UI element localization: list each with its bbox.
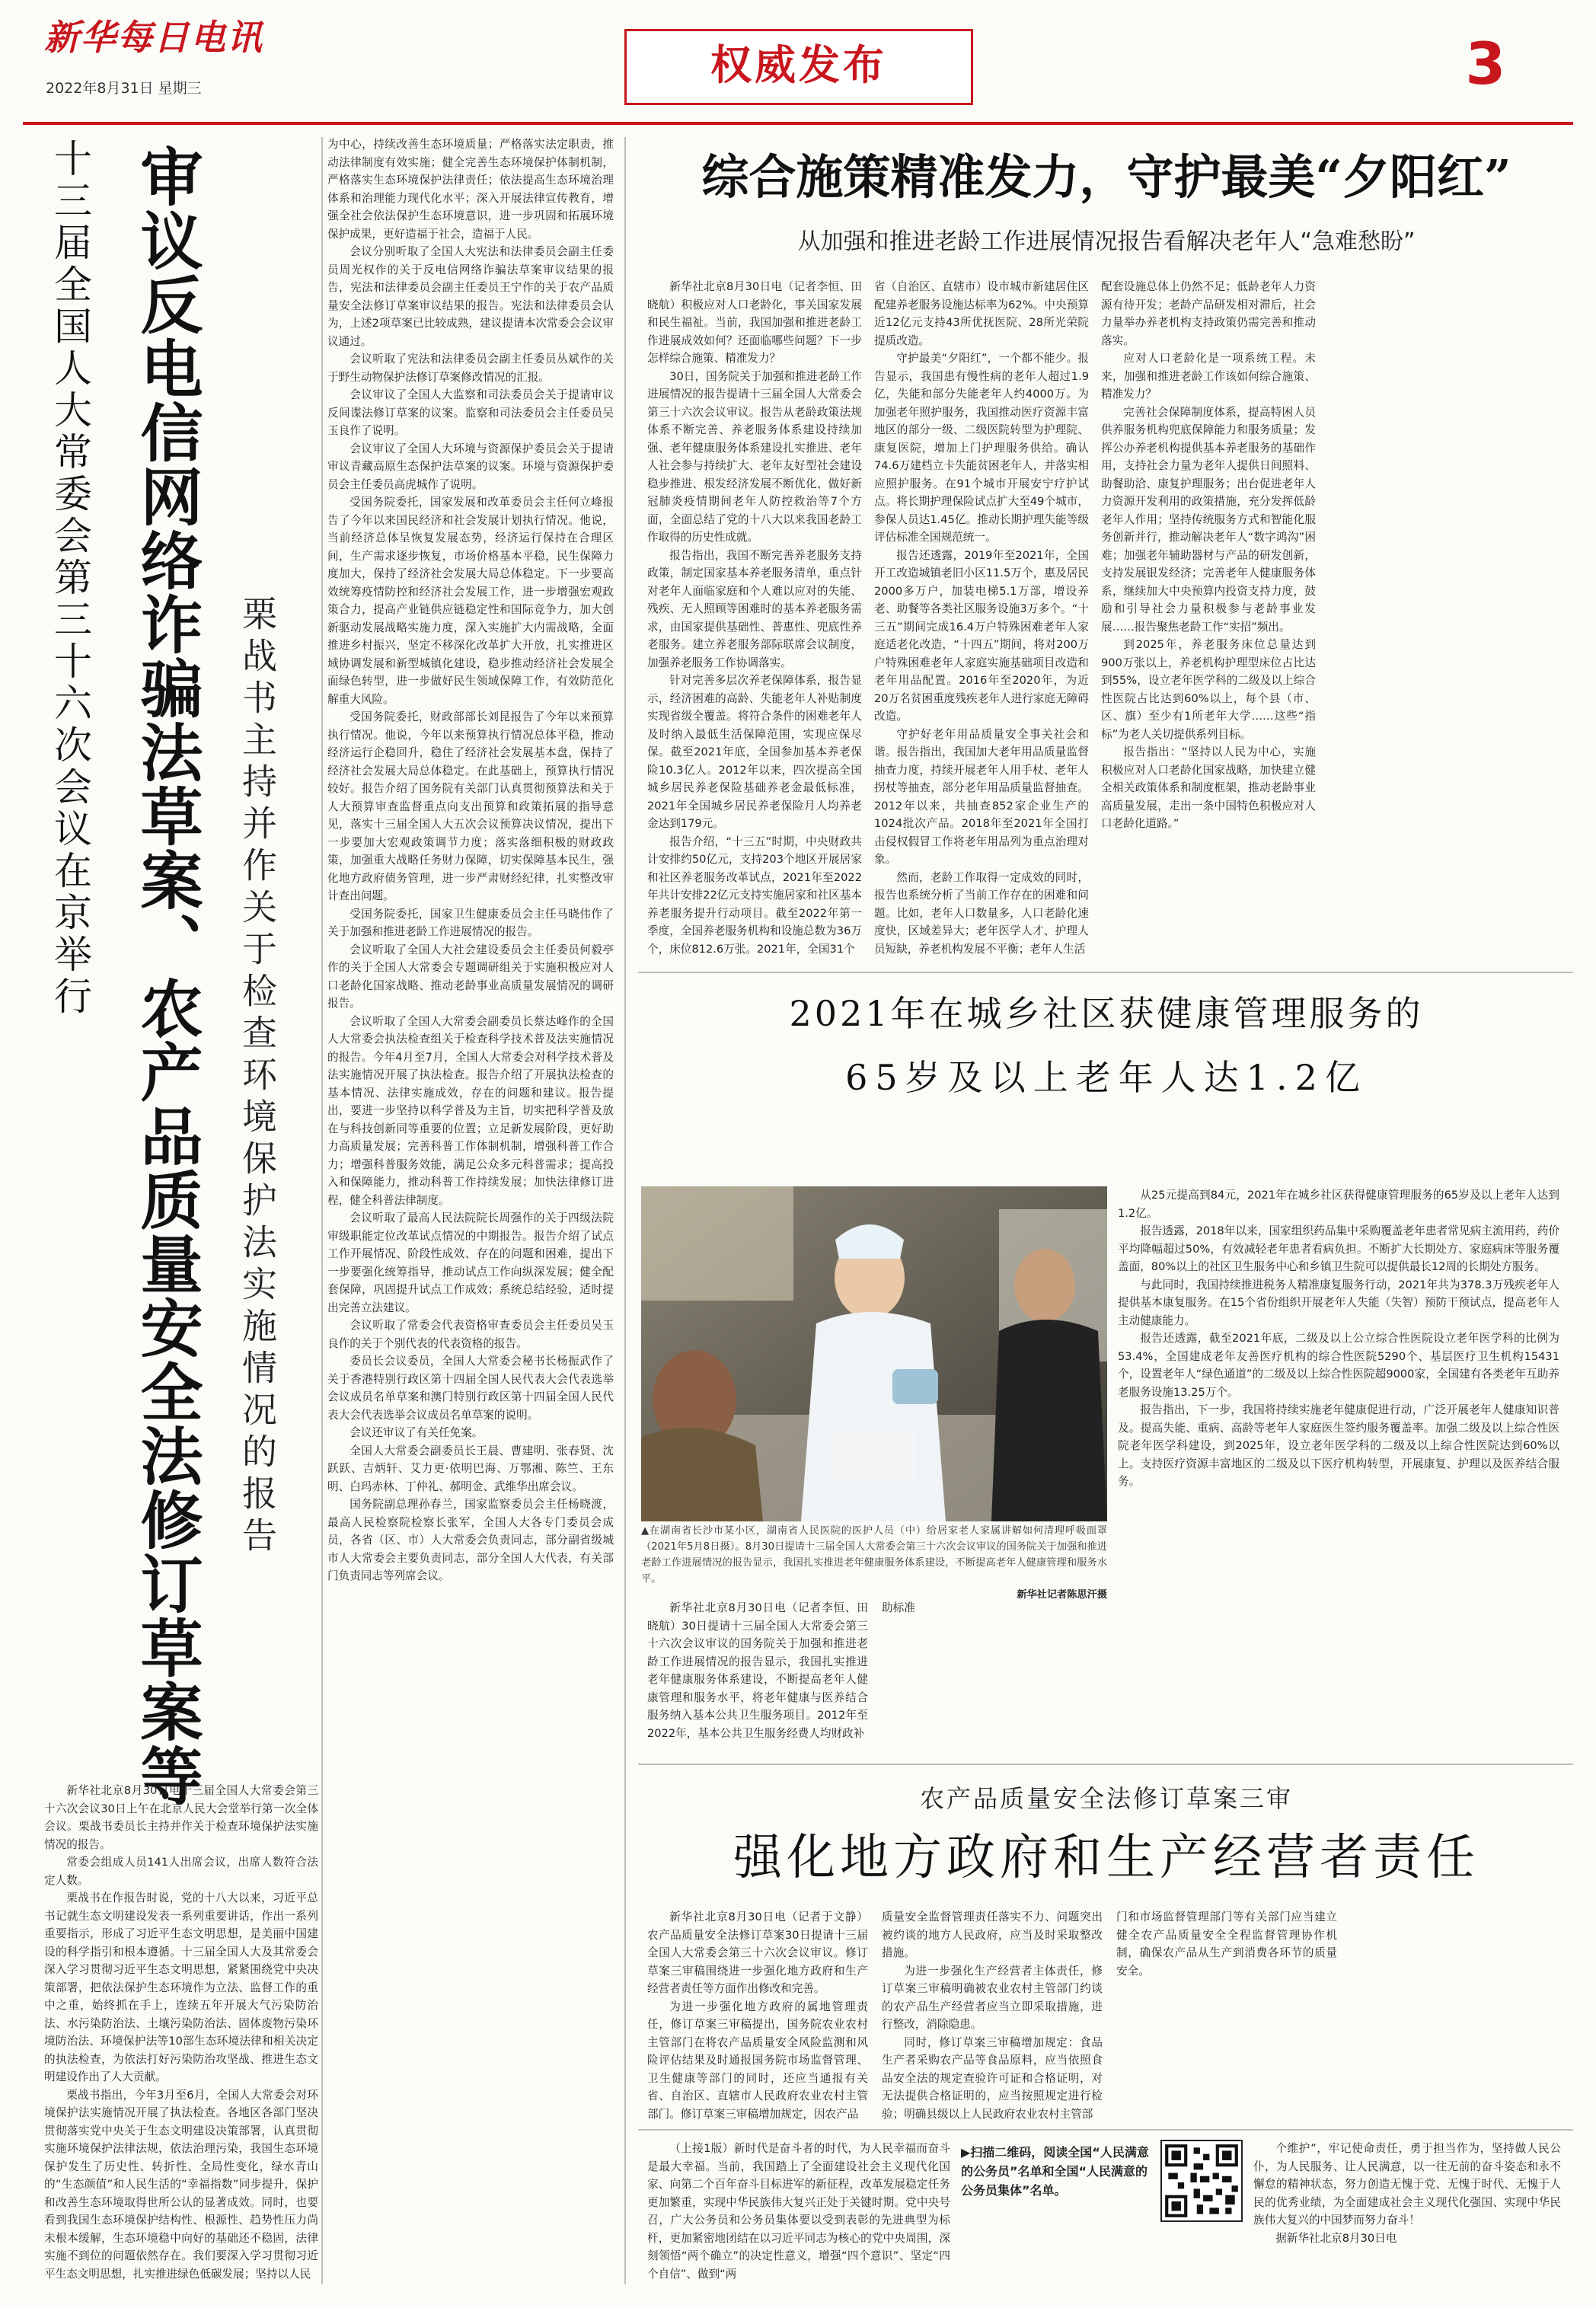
photo-medical-visit-icon — [641, 1186, 1107, 1521]
article3-photo — [641, 1186, 1107, 1521]
body-paragraph: 报告指出：“坚持以人民为中心，实施积极应对人口老龄化国家战略，加快建立健全相关政策体系和制度框架，推动老龄事业高质量发展，走出一条中国特色积极应对人口老龄化道路。” — [1101, 745, 1316, 830]
body-paragraph: 全国人大常委会副委员长王晨、曹建明、张春贤、沈跃跃、吉炳轩、艾力更·依明巴海、万鄂湘、陈竺、王东明、白玛赤林、丁仲礼、郝明金、武维华出席会议。 — [327, 1444, 614, 1493]
body-paragraph: 质量安全监督管理责任落实不力、问题突出被约谈的地方人民政府，应当及时采取整改措施。 — [882, 1911, 1103, 1959]
body-paragraph: 报告指出，下一步，我国将持续实施老年健康促进行动，广泛开展老年人健康知识普及。提高失能、重病、高龄等老年人家庭医生签约服务覆盖率。加强二级及以上综合性医院老年医学科建设，到2025年，设立老年医学科的二级及以上综合性医院达到60%以上。支持医疗资源丰富地区的二级及以下医疗机构转型，开展康复、护理以及医养结合服务。 — [1118, 1403, 1559, 1488]
body-paragraph: 个维护”，牢记使命责任，勇于担当作为，坚持做人民公仆，为人民服务、让人民满意，以一往无前的奋斗姿态和永不懈怠的精神状态，努力创造无愧于党、无愧于时代、无愧于人民的优秀业绩，为全面建成社会主义现代化强国、实现中华民族伟大复兴的中国梦而努力奋斗！ — [1253, 2142, 1561, 2227]
body-paragraph: （上接1版）新时代是奋斗者的时代，为人民幸福而奋斗是最大幸福。当前，我国踏上了全面建设社会主义现代化国家、向第二个百年奋斗目标进军的新征程，改革发展稳定任务更加繁重，实现中华民族伟大复兴正处于关键时期。党中央号召，广大公务员和公务员集体要以受到表彰的先进典型为标杆，更加紧密地团结在以习近平同志为核心的党中央周围，深刻领悟“两个确立”的决定性意义，增强“四个意识”、坚定“四个自信”、做到“两 — [647, 2142, 950, 2281]
qr-caption: ▶扫描二维码，阅读全国“人民满意的公务员”名单和全国“人民满意的公务员集体”名单。 — [961, 2145, 1149, 2198]
body-paragraph: 助标准 — [882, 1601, 915, 1614]
body-paragraph: 完善社会保障制度体系，提高特困人员供养服务机构兜底保障能力和服务质量；发挥公办养老机构提供基本养老服务的基础作用，支持社会力量为老年人提供日间照料、助餐助洽、康复护理服务；出台促进老年人力资源开发利用的政策措施，充分发挥低龄老年人作用；坚持传统服务方式和智能化服务创新并行，推动解决老年人“数字鸿沟”困难；加强老年辅助器材与产品的研发创新，支持发展银发经济；完善老年人健康服务体系，继续加大中央预算内投资支持力度，鼓励和引导社会力量积极参与老龄事业发展……报告聚焦老龄工作“实招”频出。 — [1101, 405, 1316, 634]
body-paragraph: 报告指出，我国不断完善养老服务支持政策，制定国家基本养老服务清单，重点针对老年人面临家庭和个人难以应对的失能、残疾、无人照顾等困难时的基本养老服务需求，由国家提供基础性、普惠性、兜底性养老服务。建立养老服务部际联席会议制度，加强养老服务工作协调落实。 — [647, 548, 862, 669]
body-paragraph: 与此同时，我国持续推进税务人精准康复服务行动，2021年共为378.3万残疾老年人提供基本康复服务。在15个省份组织开展老年人失能（失智）预防干预试点，提高老年人主动健康能力。 — [1118, 1278, 1559, 1327]
body-paragraph: 会议审议了全国人大监察和司法委员会关于提请审议反间谍法修订草案的议案。监察和司法委员会主任委员吴玉良作了说明。 — [327, 388, 614, 437]
body-paragraph: 会议分别听取了全国人大宪法和法律委员会副主任委员周光权作的关于反电信网络诈骗法草案审议结果的报告，宪法和法律委员会副主任委员王宁作的关于农产品质量安全法修订草案审议结果的报告。宪法和法律委员会认为，上述2项草案已比较成熟，建议提请本次常委会会议审议通过。 — [327, 245, 614, 348]
article4-bottom-rule — [638, 2129, 1573, 2131]
page-number: 3 — [1465, 30, 1506, 97]
body-paragraph: 新华社北京8月30日电（记者于文静）农产品质量安全法修订草案30日提请十三届全国人大常委会第三十六次会议审议。修订草案三审稿围绕进一步强化地方政府和生产经营者责任等方面作出修改和完善。 — [647, 1911, 868, 1995]
body-paragraph: 门和市场监督管理部门等有关部门应当建立健全农产品质量安全全程监督管理协作机制，确保农产品从生产到消费各环节的质量安全。 — [1116, 1911, 1337, 1978]
column-divider-1 — [321, 137, 323, 2284]
masthead-date: 2022年8月31日 星期三 — [46, 80, 202, 97]
body-paragraph: 会议审议了全国人大环境与资源保护委员会关于提请审议青藏高原生态保护法草案的议案。环境与资源保护委员会主任委员高虎城作了说明。 — [327, 442, 614, 491]
article2-column-4 — [1328, 278, 1559, 963]
body-paragraph: 国务院副总理孙春兰，国家监察委员会主任杨晓渡，最高人民检察院检察长张军，全国人大各专门委员会成员，各省（区、市）人大常委会负责同志，部分副省级城市人大常委会主要负责同志，部分全国人大代表，有关部门负责同志等列席会议。 — [327, 1498, 614, 1582]
body-paragraph: 受国务院委托，国家卫生健康委员会主任马晓伟作了关于加强和推进老龄工作进展情况的报告。 — [327, 907, 614, 938]
article3-left-column-2 — [882, 1599, 1107, 1751]
article2-subhead: 从加强和推进老龄工作进展情况报告看解决老年人“急难愁盼” — [797, 228, 1416, 255]
article4-kicker: 农产品质量安全法修订草案三审 — [919, 1784, 1293, 1813]
body-paragraph: 守护最美“夕阳红”，一个都不能少。报告显示，我国患有慢性病的老年人超过1.9亿，失能和部分失能老年人约4000万。为加强老年照护服务，我国推动医疗资源丰富地区的部分一级、二级医院转型为护理院、康复医院，增加上门护理服务供给。确认74.6万建档立卡失能贫困老年人，并落实相应照护服务。在91个城市开展安宁疗护试点。将长期护理保险试点扩大至49个城市，参保人员达1.45亿。推动长期护理失能等级评估标准全国规范统一。 — [874, 352, 1089, 544]
body-paragraph: 受国务院委托，国家发展和改革委员会主任何立峰报告了今年以来国民经济和社会发展计划执行情况。他说，当前经济总体呈恢复发展态势，经济运行保持在合理区间，生产需求逐步恢复，市场价格基本平稳，民生保障力度加大，保持了经济社会发展大局总体稳定。下一步要高效统筹疫情防控和经济社会发展工作，进一步增强宏观政策合力，提高产业链供应链稳定性和国际竞争力，加大创新驱动发展战略实施力度，深入实施扩大内需战略，全面推进乡村振兴，坚定不移深化改革扩大开放，扎实推进区域协调发展和新型城镇化建设，稳步推动经济社会发展全面绿色转型，进一步做好民生领域保障工作，有效防范化解重大风险。 — [327, 496, 614, 706]
body-paragraph-split: 同时，修订草案三审稿增加规定：食品生产者采购农产品等食品原料，应当依照食品安全法的规定查验许可证和合格证明，对无法提供合格证明的，应当按照规定进行检验；明确县级以上人民政府农业农村主管部 — [882, 2035, 1103, 2121]
body-paragraph: 新华社北京8月30日电十三届全国人大常委会第三十六次会议30日上午在北京人民大会堂举行第一次全体会议。栗战书委员长主持并作关于检查环境保护法实施情况的报告。 — [44, 1784, 318, 1851]
qr-code-icon[interactable] — [1160, 2140, 1243, 2222]
qr-code-graphic — [1162, 2141, 1241, 2220]
body-paragraph: 为进一步强化生产经营者主体责任，修订草案三审稿明确被农业农村主管部门约谈的农产品生产经营者应当立即采取措施，进行整改，消除隐患。 — [882, 1964, 1103, 2031]
body-paragraph: 会议听取了最高人民法院院长周强作的关于四级法院审级职能定位改革试点情况的中期报告。报告介绍了试点工作开展情况、阶段性成效、存在的问题和困难，提出下一步要强化统筹指导，推动试点工作向纵深发展；健全配套保障，巩固提升试点工作成效；系统总结经验，适时提出完善立法建议。 — [327, 1211, 614, 1314]
body-paragraph-split: 栗战书指出，今年3月至6月，全国人大常委会对环境保护法实施情况开展了执法检查。各地区各部门坚决贯彻落实党中央关于生态文明建设决策部署，认真贯彻实施环境保护法律法规，依法治理污染，我国生态环境保护发生了历史性、转折性、全局性变化，绿水青山的“生态颜值”和人民生活的“幸福指数”同步提升，保护和改善生态环境取得世所公认的显著成效。同时，也要看到我国生态环境保护结构性、根源性、趋势性压力尚未根本缓解，生态环境稳中向好的基础还不稳固，法律实施不到位的问题依然存在。我们要深入学习贯彻习近平生态文明思想，扎实推进绿色低碳发展；坚持以人民 — [44, 2088, 318, 2281]
article3-bottom-rule — [638, 1764, 1573, 1765]
article4-headline: 强化地方政府和生产经营者责任 — [733, 1830, 1479, 1886]
body-paragraph: 报告透露，2018年以来，国家组织药品集中采购覆盖老年患者常见病主流用药，药价平均降幅超过50%，有效减轻老年患者看病负担。不断扩大长期处方、家庭病床等服务覆盖面，80%以上的社区卫生服务中心和乡镇卫生院可以提供最长12周的长期处方服务。 — [1118, 1224, 1559, 1273]
article1-subhead: 栗战书主持并作关于检查环境保护法实施情况的报告 — [237, 595, 278, 1559]
article1-column-2 — [327, 136, 614, 2288]
body-paragraph: 栗战书在作报告时说，党的十八大以来，习近平总书记就生态文明建设发表一系列重要讲话，作出一系列重要指示，形成了习近平生态文明思想，是美丽中国建设的科学指引和根本遵循。十三届全国人大及其常委会深入学习贯彻习近平生态文明思想，紧紧围绕党中央决策部署，把依法保护生态环境作为立法、监督工作的重中之重，始终抓在手上，连续五年开展大气污染防治法、水污染防治法、土壤污染防治法、固体废物污染环境防治法、环境保护法等10部生态环境法律和相关决定的执法检查，为依法打好污染防治攻坚战、推进生态文明建设作出了人大贡献。 — [44, 1891, 318, 2083]
article4-column-4 — [1351, 1908, 1561, 2123]
column-divider-2 — [624, 137, 626, 2284]
continuation-right-column — [1253, 2140, 1561, 2300]
article2-column-1 — [647, 278, 862, 963]
body-paragraph: 会议听取了宪法和法律委员会副主任委员丛斌作的关于野生动物保护法修订草案修改情况的汇报。 — [327, 353, 614, 384]
article3-headline-line1: 2021年在城乡社区获健康管理服务的 — [789, 993, 1424, 1034]
article1-column-1 — [44, 1782, 318, 2288]
article1-headline: 审议反电信网络诈骗法草案、农产品质量安全法修订草案等 — [130, 145, 203, 1808]
article2-headline: 综合施策精准发力，守护最美“夕阳红” — [701, 149, 1511, 205]
body-paragraph: 应对人口老龄化是一项系统工程。未来，加强和推进老龄工作该如何综合施策、精准发力？ — [1101, 352, 1316, 401]
body-paragraph-split: 报告介绍，“十三五”时期，中央财政共计安排约50亿元，支持203个地区开展居家和社区养老服务改革试点，2021年至2022年共计安排22亿元支持实施居家和社区基本养老服务提升行动项目。截至2022年第一季度，全国养老服务机构和设施总数为36万个，床位812.6万张。2021年，全国31个 — [647, 835, 862, 956]
photo-caption: ▲在湖南省长沙市某小区，湖南省人民医院的医护人员（中）给居家老人家属讲解如何清理呼吸面罩（2021年5月8日摄）。8月30日提请十三届全国人大常委会第三十六次会议审议的国务院关于加强和推进老龄工作进展情况的报告显示，我国扎实推进老年健康服务体系建设，不断提高老年人健康管理和服务水平。 — [641, 1525, 1107, 1585]
body-paragraph: 30日，国务院关于加强和推进老龄工作进展情况的报告提请十三届全国人大常委会第三十六次会议审议。报告从老龄政策法规体系不断完善、养老服务体系建设持续加强、老年健康服务体系建设扎实推进、老年人社会参与持续扩大、老年友好型社会建设稳步推进、根发经济发展不断优化、做好新冠肺炎疫情期间老年人防控救治等7个方面，全面总结了党的十八大以来我国老龄工作取得的历史性成就。 — [647, 369, 862, 544]
article2-bottom-rule — [638, 972, 1573, 973]
article3-headline-line2: 65岁及以上老年人达1.2亿 — [845, 1057, 1368, 1098]
masthead-logo: 新华每日电讯 — [44, 17, 263, 58]
body-paragraph: 会议听取了全国人大社会建设委员会主任委员何毅亭作的关于全国人大常委会专题调研组关于实施积极应对人口老龄化国家战略、推动老龄事业高质量发展情况的调研报告。 — [327, 943, 614, 1010]
body-paragraph: 会议还审议了有关任免案。 — [350, 1426, 484, 1439]
masthead-rule — [23, 122, 1573, 125]
body-paragraph: 省（自治区、直辖市）设市城市新建居住区配建养老服务设施达标率为62%。中央预算近12亿元支持43所优抚医院、28所光荣院提质改造。 — [874, 280, 1089, 347]
body-paragraph: 配套设施总体上仍然不足；低龄老年人力资源有待开发；老龄产品研发相对滞后，社会力量举办养老机构支持政策仍需完善和推动落实。 — [1101, 280, 1316, 347]
article3-left-column-1 — [647, 1599, 868, 1751]
body-paragraph-split: 为进一步强化地方政府的属地管理责任，修订草案三审稿提出，国务院农业农村主管部门在将农产品质量安全风险监测和风险评估结果及时通报国务院市场监督管理、卫生健康等部门的同时，还应当通报有关省、自治区、直辖市人民政府农业农村主管部门。修订草案三审稿增加规定，因农产品 — [647, 2000, 868, 2121]
body-paragraph: 会议听取了全国人大常委会副委员长蔡达峰作的全国人大常委会执法检查组关于检查科学技术普及法实施情况的报告。今年4月至7月，全国人大常委会对科学技术普及法实施情况开展了执法检查。报告介绍了开展执法检查的基本情况、法律实施成效，存在的问题和建议。报告提出，要进一步坚持以科学普及为主旨，切实把科学普及放在与科技创新同等重要的位置；立足新发展阶段，更好助力高质量发展；完善科普工作体制机制，增强科普工作合力；增强科普服务效能，满足公众多元科普需求；提高投入和保障能力，推动科普工作持续发展；加快法律修订进程，健全科普法律制度。 — [327, 1014, 614, 1207]
section-title: 权威发布 — [710, 41, 887, 89]
body-paragraph: 常委会组成人员141人出席会议，出席人数符合法定人数。 — [44, 1856, 318, 1887]
body-paragraph: 从25元提高到84元，2021年在城乡社区获得健康管理服务的65岁及以上老年人达到1.2亿。 — [1118, 1189, 1559, 1220]
body-paragraph: 为中心，持续改善生态环境质量；严格落实法定职责，推动法律制度有效实施；健全完善生态环境保护体制机制，严格落实生态环境保护法律责任；依法提高生态环境治理体系和治理能力现代化水平；深入开展法律宣传教育，增强全社会依法保护生态环境意识，进一步巩固和拓展环境保护成果，更好造福于社会，造福于人民。 — [327, 138, 614, 241]
body-paragraph: 据新华社北京8月30日电 — [1275, 2231, 1397, 2245]
article4-column-2 — [882, 1908, 1103, 2123]
body-paragraph-split: 新华社北京8月30日电（记者李恒、田晓航）30日提请十三届全国人大常委会第三十六次会议审议的国务院关于加强和推进老龄工作进展情况的报告显示，我国扎实推进老年健康服务体系建设，不断提高老年人健康管理和服务水平，将老年健康与医养结合服务纳入基本公共卫生服务项目。2012年至2022年，基本公共卫生服务经费人均财政补 — [647, 1601, 868, 1740]
body-paragraph: 报告还透露，截至2021年底，二级及以上公立综合性医院设立老年医学科的比例为53.4%，全国建成老年友善医疗机构的综合性医院5290个、基层医疗卫生机构15431个，设置老年人“绿色通道”的二级及以上综合性医院超9000家，全国建有各类老年互助养老服务设施13.25万个。 — [1118, 1332, 1559, 1399]
body-paragraph: 受国务院委托，财政部部长刘昆报告了今年以来预算执行情况。他说，今年以来预算执行情况总体平稳，推动经济运行企稳回升，稳住了经济社会发展基本盘，保持了经济社会发展大局总体稳定。在此基础上，预算执行情况较好。报告介绍了国务院有关部门认真贯彻预算法和关于人大预算审查监督重点向支出预算和政策拓展的指导意见，落实十三届全国人大五次会议预算决议情况，提出下一步要加大宏观政策调节力度；落实落细积极的财政政策，加强重大战略任务财力保障，切实保障基本民生，强化地方政府债务管理，进一步严肃财经纪律，扎实整改审计查出问题。 — [327, 710, 614, 902]
article4-column-3 — [1116, 1908, 1337, 2123]
article4-column-1 — [647, 1908, 868, 2123]
continuation-left-column — [647, 2140, 950, 2300]
body-paragraph-split: 然而，老龄工作取得一定成效的同时，报告也系统分析了当前工作存在的困难和问题。比如，老年人口数量多，人口老龄化速度快，区域差异大；老年医学人才、护理人员短缺，养老机构发展不平衡；老年人生活 — [874, 870, 1089, 956]
body-paragraph: 针对完善多层次养老保障体系，报告显示，经济困难的高龄、失能老年人补贴制度实现省级全覆盖。将符合条件的困难老年人及时纳入最低生活保障范围，实现应保尽保。截至2021年底，全国参加基本养老保险10.3亿人。2012年以来，四次提高全国城乡居民养老保险基础养老金最低标准，2021年全国城乡居民养老保险月人均养老金达到179元。 — [647, 674, 862, 830]
article2-column-3 — [1101, 278, 1316, 963]
body-paragraph: 到2025年，养老服务床位总量达到900万张以上，养老机构护理型床位占比达到55%，设立老年医学科的二级及以上综合性医院占比达到60%以上，每个县（市、区、旗）至少有1所老年大学……这些“指标”为老人关切提供系列目标。 — [1101, 638, 1316, 741]
body-paragraph: 守护好老年用品质量安全事关社会和谐。报告指出，我国加大老年用品质量监督抽查力度，持续开展老年人用手杖、老年人拐杖等抽查，部分老年用品质量监督抽查。2012年以来，共抽查852家企业生产的1024批次产品。2018年至2021年全国打击侵权假冒工作将老年用品列为重点治理对象。 — [874, 727, 1089, 866]
body-paragraph: 会议听取了常委会代表资格审查委员会主任委员吴玉良作的关于个别代表的代表资格的报告。 — [327, 1319, 614, 1350]
body-paragraph: 新华社北京8月30日电（记者李恒、田晓航）积极应对人口老龄化，事关国家发展和民生福祉。当前，我国加强和推进老龄工作进展成效如何？还面临哪些问题？下一步怎样综合施策、精准发力？ — [647, 280, 862, 365]
photo-caption-block — [641, 1523, 1107, 1601]
photo-credit: 新华社记者陈思汗摄 — [1017, 1589, 1107, 1601]
article2-column-2 — [874, 278, 1089, 963]
body-paragraph: 报告还透露，2019年至2021年，全国开工改造城镇老旧小区11.5万个，惠及居民2000多万户，加装电梯5.1万部，增设养老、助餐等各类社区服务设施3万多个。“十三五”期间完成16.4万户特殊困难老年人家庭适老化改造，“十四五”期间，将对200万户特殊困难老年人家庭实施基础项目改造和老年用品配置。2016年至2020年，为近20万名贫困重度残疾老年人进行家庭无障碍改造。 — [874, 548, 1089, 723]
article1-kicker: 十三届全国人大常委会第三十六次会议在京举行 — [48, 139, 92, 1018]
article3-right-column — [1118, 1186, 1559, 1751]
body-paragraph: 委员长会议委员，全国人大常委会秘书长杨振武作了关于香港特别行政区第十四届全国人民代表大会代表选举会议成员名单草案和澳门特别行政区第十四届全国人民代表大会代表选举会议成员名单草案的说明。 — [327, 1355, 614, 1422]
